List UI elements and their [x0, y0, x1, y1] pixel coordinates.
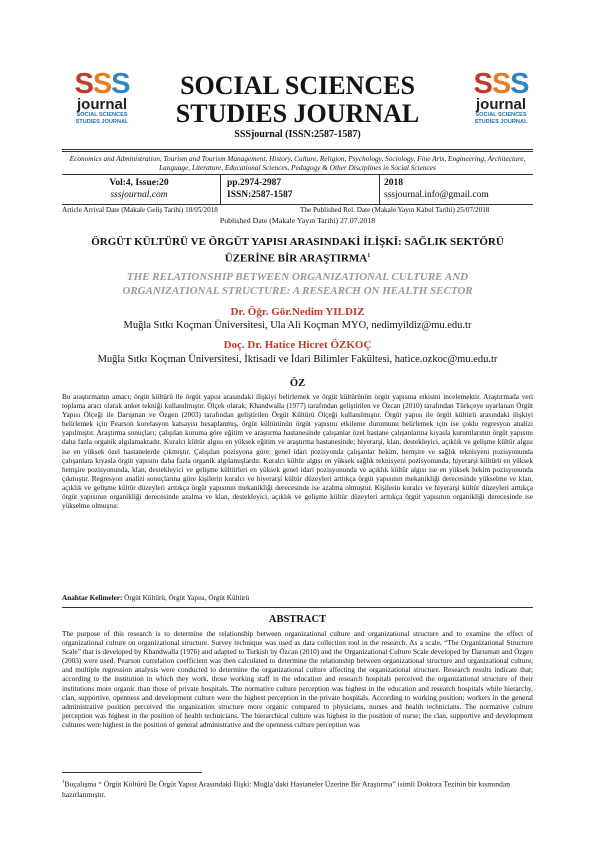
paper-title-en-line-2: ORGANIZATIONAL STRUCTURE: A RESEARCH ON HEALTH SECTOR — [122, 285, 473, 297]
header-divider — [62, 149, 533, 152]
logo-subtitle-2: STUDIES JOURNAL — [75, 119, 129, 125]
paper-title-en-line-1: THE RELATIONSHIP BETWEEN ORGANIZATIONAL CULTURE AND — [126, 271, 469, 283]
disciplines-text: Economics and Administration, Tourism and Tourism Management, History, Culture, Religion, Psychology, Sociology, Fine Arts, Engineering, Architecture, Language, Literature, Educational Sciences, Pedagogy & Other Disciplines in Social Sciences — [69, 154, 526, 172]
logo-subtitle-1: SOCIAL SCIENCES — [76, 112, 128, 118]
journal-logo-left — [61, 70, 143, 126]
journal-logo-right — [460, 70, 542, 126]
journal-title-line-2: STUDIES JOURNAL — [175, 99, 420, 128]
journal-title-line-1: SOCIAL SCIENCES — [180, 71, 415, 100]
keywords-label: Anahtar Kelimeler: — [62, 594, 123, 602]
vol-cell — [62, 175, 216, 206]
abstract-text: The purpose of this research is to determine the relationship between organizational culture and organizational structure and to examine the effect of organizational culture on organizational structure. Survey technique was used as data collection tool in the research. As a scale, “The Organizational Structure Scale” that is developed by Khandwalla (1976) and adapted to Turkish by Özcan (2010) and the Organizational Culture Scale developed by Darısman and Özgen (2003) were used. Pearson correlation coefficient was then calculated to determine the relationship between organizational structure and organizational culture, and multiple regression analysis were conducted to determine the organizational culture affecting the organizational structure. Research results indicate that; according to the institution in which they work, those working staff in the education and research hospitals perceived the organizational structure of their institutions more organic than those of private hospitals. The normative culture perception was highest in the education and research hospitals while hierarchy, clan, supportive, openness and development culture were the highest perception in the private hospitals. According to working position; workers in the general administrative position perceived the organization structure more organic compared to physicians, nurses and health technicians. The normative culture perception was highest in the position of health technicians. The hierarchical culture was highest in the position of nurse; the clan, supportive and development cultures were highest in the position of general administrative and the openness culture perception was — [62, 630, 533, 729]
arrival-date: Article Arrival Date (Makale Geliş Tarihi) 18/05/2018 — [62, 206, 218, 214]
footnote-marker: 1 — [367, 253, 371, 259]
issue-info-box — [62, 174, 533, 205]
author-2-name: Doç. Dr. Hatice Hicret ÖZKOÇ — [223, 339, 372, 351]
info-divider — [220, 175, 221, 204]
oz-heading: ÖZ — [289, 378, 306, 389]
keywords-line — [62, 594, 533, 602]
year-cell — [384, 175, 533, 206]
footnote — [62, 778, 533, 800]
paper-title-tr-text-2: ÜZERİNE BİR ARAŞTIRMA — [224, 252, 368, 265]
paper-title-tr-line-2 — [62, 250, 533, 266]
published-date: Published Date (Makale Yayın Tarihi) 27.07.2018 — [219, 216, 376, 225]
journal-email[interactable]: sssjournal.info@gmail.com — [384, 190, 489, 200]
oz-abstract-text: Bu araştırmanın amacı; örgüt kültürü ile örgüt yapısı arasındaki ilişkiyi belirlemek ve örgüt kültürünün örgüt yapısına etkisini incelemektir. Araştırmada veri toplama aracı olarak anket tekniği kullanılmıştır. Ölçek olarak; Khandwalla (1977) tarafından geliştirilen ve Özcan (2010) tarafından Türkçeye uyarlanan Örgüt Yapısı Ölçeği ile Darışman ve Özgen (2003) tarafından geliştirilen Örgüt Kültürü Ölçeği kullanılmıştır. Örgüt yapısı ile örgüt kültürü arasındaki ilişkiyi belirlemek için Pearson korelasyon katsayısı hesaplanmış, örgüt kültürünün örgüt yapısını etkileme durumunu belirlemek için ise çoklu regresyon analizi yapılmıştır. Araştırma sonuçları; çalışılan kuruma göre eğitim ve araştırma hastanesinde çalışanlar özel hastane çalışanlarına kıyasla kurumlarının örgüt yapısını daha fazla organik algılamaktadır. Kuralcı kültür algısı en yüksek eğitim ve araştırma hastanesinde; hiyerarşi, klan, destekleyici, açıklık ve gelişme kültür algısı ise en yüksek özel hastanelerde çıkmıştır. Çalışılan pozisyona göre; genel idari pozisyonda çalışanlar hekim, hemşire ve sağlık teknisyeni pozisyonunda çalışanlara kıyasla örgüt yapısını daha fazla organik algılamışlardır. Kuralcı kültür algısı en yüksek sağlık teknisyeni pozisyonunda, hiyerarşi kültürü en yüksek hemşire pozisyonunda, klan, destekleyici ve gelişme kültürleri en yüksek genel idari pozisyonunda ve açıklık kültür algısı ise en yüksek hekim pozisyonunda çıkmıştır. Regresyon analizi sonuçlarına göre kişilerin kuralcı ve hiyerarşi kültür düzeyleri arttıkça örgüt yapısının mekanikliği derecesinde yükselme ve klan, açıklık ve gelişme kültür düzeyleri arttıkça örgüt yapısının mekanikliği derecesinde ise azalma olmuştur. Kişilerin kuralcı ve hiyerarşi kültür düzeyleri arttıkça örgüt yapısının organikliği derecesinde azalma ve klan, destekleyici, açıklık ve gelişme kültür düzeyleri arttıkça örgüt yapısının organikliği derecesinde ise yükselme olmuştur. — [62, 393, 533, 511]
footnote-divider — [62, 772, 202, 773]
year: 2018 — [384, 178, 403, 188]
logo-journal-word: journal — [475, 96, 526, 113]
footnote-text: Buçalışma “ Örgüt Kültürü İle Örgüt Yapısı Arasındaki İlişki: Muğla’daki Hastaneler Üzerine Bir Araştırma” isimli Doktora Tezinin bir kısmından hazırlanmıştır. — [62, 779, 511, 799]
logo-sss-mark: SSS — [473, 68, 529, 100]
author-2-affiliation: Muğla Sıtkı Koçman Üniversitesi, İktisadi ve İdari Bilimler Fakültesi, hatice.ozkoc@mu.edu.tr — [97, 354, 498, 365]
page-range: pp.2974-2987 — [227, 178, 282, 188]
logo-sss-mark: SSS — [74, 68, 130, 100]
pages-cell — [227, 175, 377, 206]
logo-journal-word: journal — [76, 96, 127, 113]
info-divider — [379, 175, 380, 204]
journal-issn: SSSjournal (ISSN:2587-1587) — [234, 129, 361, 140]
abstract-heading: ABSTRACT — [268, 614, 327, 625]
footnote-number: 1 — [62, 780, 65, 785]
logo-subtitle-2: STUDIES JOURNAL — [474, 119, 528, 125]
published-rel-date: The Published Rel. Date (Makale Yayın Kabul Tarihi) 25/07/2018 — [300, 206, 490, 214]
logo-subtitle-1: SOCIAL SCIENCES — [475, 112, 527, 118]
paper-title-tr-line-1: ÖRGÜT KÜLTÜRÜ VE ÖRGÜT YAPISI ARASINDAKİ İLİŞKİ: SAĞLIK SEKTÖRÜ — [91, 236, 504, 248]
keywords-value: Örgüt Kültürü, Örgüt Yapısı, Örgüt Kültürü — [122, 594, 250, 602]
issn-number: ISSN:2587-1587 — [227, 190, 293, 200]
author-1-name: Dr. Öğr. Gör.Nedim YILDIZ — [230, 306, 365, 318]
vol-issue: Vol:4, Issue:20 — [109, 178, 169, 188]
author-1-affiliation: Muğla Sıtkı Koçman Üniversitesi, Ula Ali Koçman MYO, nedimyildiz@mu.edu.tr — [123, 320, 472, 331]
journal-site: sssjournal.com — [110, 190, 168, 200]
section-divider — [62, 607, 533, 608]
